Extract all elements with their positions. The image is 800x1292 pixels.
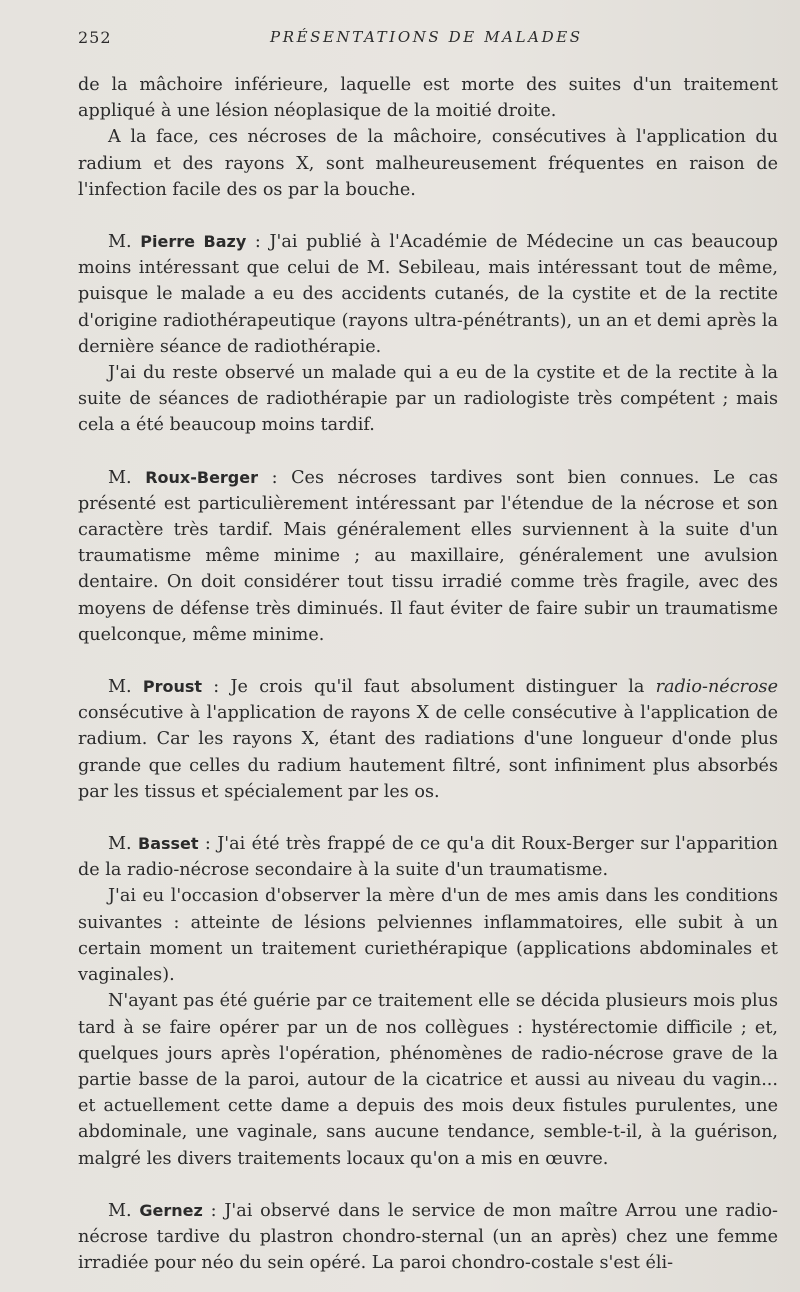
paragraph-gernez xyxy=(78,1198,778,1277)
statement-basset: : J'ai été très frappé de ce qu'a dit Roux-Berger sur l'apparition de la radio-nécrose secondaire à la suite d'un traumatisme. xyxy=(78,834,779,881)
paragraph-basset-case: J'ai eu l'occasion d'observer la mère d'un de mes amis dans les conditions suivantes : atteinte de lésions pelviennes inflammatoires, elle subit à un certain moment un traitement curiethérapique (applications abdominales et vaginales). xyxy=(78,886,778,986)
statement-proust-start: : Je crois qu'il faut absolument distinguer la xyxy=(202,677,656,698)
paragraph-basset xyxy=(78,831,778,883)
page-header xyxy=(78,28,772,52)
paragraph-roux-berger xyxy=(78,465,778,648)
paragraph-bazy-followup: J'ai du reste observé un malade qui a eu de la cystite et de la rectite à la suite de séances de radiothérapie par un radiologiste très compétent ; mais cela a été beaucoup moins tardif. xyxy=(78,363,778,436)
speaker-name-bazy: Pierre Bazy xyxy=(140,232,247,252)
statement-proust-end: consécutive à l'application de rayons X de celle consécutive à l'application de radium. Car les rayons X, étant des radiations d'une longueur d'onde plus grande que celles du radium hautement filtré, sont infiniment plus absorbés par les tissus et spécialement par les os. xyxy=(78,703,778,802)
speaker-name-gernez: Gernez xyxy=(139,1200,203,1220)
running-title: PRÉSENTATIONS DE MALADES xyxy=(270,28,583,46)
page-number: 252 xyxy=(78,28,112,47)
speaker-name-roux-berger: Roux-Berger xyxy=(145,467,258,487)
statement-gernez: : J'ai observé dans le service de mon maître Arrou une radio-nécrose tardive du plastron chondro-sternal (un an après) chez une femme irradiée pour néo du sein opéré. La paroi chondro-costale s'est éli- xyxy=(78,1200,778,1274)
speaker-name-proust: Proust xyxy=(142,677,203,697)
speaker-prefix: M. xyxy=(108,232,141,253)
speaker-prefix: M. xyxy=(108,1200,140,1221)
paragraph-continuation: de la mâchoire inférieure, laquelle est morte des suites d'un traitement appliqué à une lésion néoplasique de la moitié droite. xyxy=(78,75,778,122)
paragraph-proust xyxy=(78,674,778,805)
statement-bazy: : J'ai publié à l'Académie de Médecine un cas beaucoup moins intéressant que celui de M. Sebileau, mais intéressant tout de même, puisque le malade a eu des accidents cutanés, de la cystite et de la rectite d'origine radiothérapeutique (rayons ultra-pénétrants), un an et demi après la dernière séance de radiothérapie. xyxy=(78,232,779,357)
paragraph-basset-outcome: N'ayant pas été guérie par ce traitement elle se décida plusieurs mois plus tard à se faire opérer par un de nos collègues : hystérectomie difficile ; et, quelques jours après l'opération, phénomènes de radio-nécrose grave de la partie basse de la paroi, autour de la cicatrice et aussi au niveau du vagin... et actuellement cette dame a depuis des mois deux fistules purulentes, une abdominale, une vaginale, sans aucune tendance, semble-t-il, à la guérison, malgré les divers traitements locaux qu'on a mis en œuvre. xyxy=(78,991,778,1169)
speaker-prefix: M. xyxy=(108,467,146,488)
speaker-name-basset: Basset xyxy=(138,834,199,854)
statement-roux-berger: : Ces nécroses tardives sont bien connues. Le cas présenté est particulièrement intéressant par l'étendue de la nécrose et son caractère très tardif. Mais généralement elles surviennent à la suite d'un traumatisme même minime ; au maxillaire, généralement une avulsion dentaire. On doit considérer tout tissu irradié comme très fragile, avec des moyens de défense très diminués. Il faut éviter de faire subir un traumatisme quelconque, même minime. xyxy=(78,467,778,645)
speaker-prefix: M. xyxy=(108,677,143,698)
emphasis-radio-necrose: radio-nécrose xyxy=(655,677,778,698)
speaker-prefix: M. xyxy=(108,834,138,855)
paragraph-face-necrosis: A la face, ces nécroses de la mâchoire, consécutives à l'application du radium et des rayons X, sont malheureusement fréquentes en raison de l'infection facile des os par la bouche. xyxy=(78,127,778,200)
body-text xyxy=(78,72,778,1276)
paragraph-bazy xyxy=(78,229,778,360)
